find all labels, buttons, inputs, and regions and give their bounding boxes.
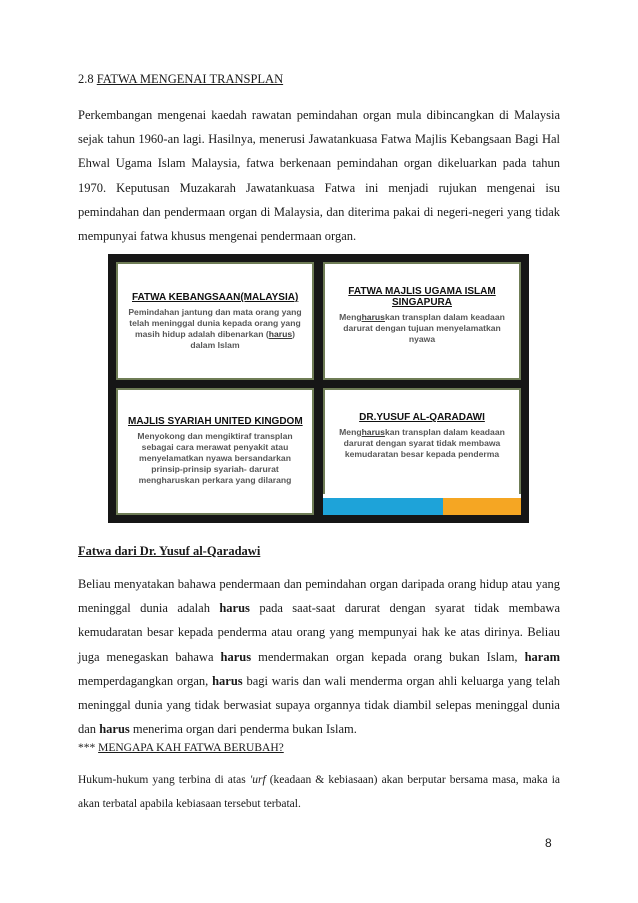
- panel-body: Menyokong dan mengiktiraf transplan sebagai cara merawat penyakit atau menyelamatkan nyawa bersandarkan prinsip-prinsip syariah- darurat mengharuskan perkara yang dilarang: [137, 431, 293, 485]
- panel-title: FATWA KEBANGSAAN(MALAYSIA): [132, 292, 299, 303]
- note-heading: *** MENGAPA KAH FATWA BERUBAH?: [78, 742, 284, 754]
- panel-syariah-uk: [116, 388, 314, 515]
- qaradawi-paragraph: Beliau menyatakan bahawa pendermaan dan pemindahan organ daripada orang hidup atau yang meninggal dunia adalah harus pada saat-saat darurat dengan syarat tidak membawa kemudaratan besar kepada penderma atau orang yang mempunyai hak ke atas dirinya. Beliau juga menegaskan bahawa harus mendermakan organ kepada orang bukan Islam, haram memperdagangkan organ, harus bagi waris dan wali menderma organ ahli keluarga yang telah meninggal dunia yang tidak berwasiat supaya organnya tidak diambil selepas meninggal dunia dan harus menerima organ dari penderma bukan Islam.: [78, 577, 561, 737]
- panel-title: FATWA MAJLIS UGAMA ISLAM SINGAPURA: [348, 286, 496, 308]
- panel-title: MAJLIS SYARIAH UNITED KINGDOM: [128, 416, 303, 427]
- fatwa-comparison-figure: [108, 254, 529, 523]
- page-number: 8: [545, 836, 552, 850]
- section-heading: [78, 72, 283, 87]
- subheading-qaradawi: Fatwa dari Dr. Yusuf al-Qaradawi: [78, 544, 261, 558]
- panel-title: DR.YUSUF AL-QARADAWI: [359, 412, 485, 423]
- panel-body: Pemindahan jantung dan mata orang yang telah meninggal dunia kepada orang yang masih hidup adalah dibenarkan (harus) dalam Islam: [128, 307, 302, 350]
- section-number: 2.8: [78, 72, 94, 86]
- intro-paragraph: Perkembangan mengenai kaedah rawatan pemindahan organ mula dibincangkan di Malaysia sejak tahun 1960-an lagi. Hasilnya, menerusi Jawatankuasa Fatwa Majlis Kebangsaan Bagi Hal Ehwal Ugama Islam Malaysia, fatwa berkenaan pemindahan organ dikeluarkan pada tahun 1970. Keputusan Muzakarah Jawatankuasa Fatwa ini menjadi rujukan mengenai isu pemindahan dan pendermaan organ di Malaysia, dan diterima pakai di negeri-negeri yang tidak mempunyai fatwa khusus mengenai pendermaan organ.: [78, 108, 560, 244]
- panel-body: Mengharuskan transplan dalam keadaan darurat dengan tujuan menyelamatkan nyawa: [339, 312, 505, 344]
- panel-fatwa-malaysia: [116, 262, 314, 380]
- panel-body: Mengharuskan transplan dalam keadaan darurat dengan syarat tidak membawa kemudaratan besar kepada penderma: [339, 427, 505, 459]
- section-title: FATWA MENGENAI TRANSPLAN: [96, 72, 284, 86]
- panel-fatwa-singapura: [323, 262, 521, 380]
- decorative-stripe: [323, 494, 521, 515]
- note-title: MENGAPA KAH FATWA BERUBAH?: [98, 742, 284, 754]
- note-paragraph: Hukum-hukum yang terbina di atas 'urf (keadaan & kebiasaan) akan berputar bersama masa, maka ia akan terbatal apabila kebiasaan tersebut terbatal.: [78, 774, 560, 810]
